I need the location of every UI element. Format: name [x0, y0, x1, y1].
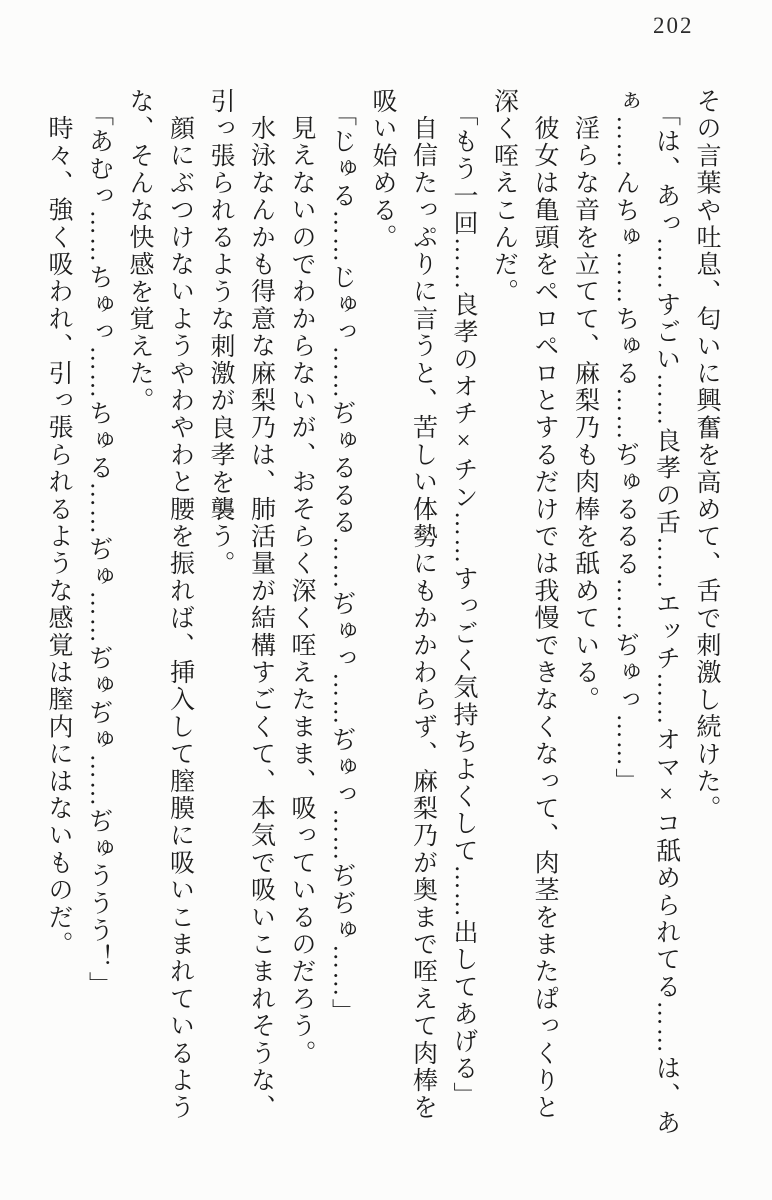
text-column: 顔にぶつけないようやわやわと腰を振れば、挿入して膣膜に吸いこまれているよう	[166, 115, 194, 1122]
text-column: 引っ張られるような刺激が良孝を襲う。	[207, 88, 234, 578]
text-column: な、そんな快感を覚えた。	[126, 88, 153, 415]
text-column: 見えないのでわからないが、おそらく深く咥えたまま、吸っているのだろう。	[288, 115, 315, 1067]
text-column: 「あむっ……ちゅっ……ちゅる……ぢゅ……ぢゅぢゅ……ぢゅううう！」	[85, 101, 113, 999]
text-column: ぁ……んちゅ……ちゅる……ぢゅるるる……ぢゅっ……」	[612, 88, 639, 796]
text-column: 「もう一回……良孝のオチ×チン……すっごく気持ちよくして……出してあげる」	[450, 101, 477, 1110]
page-number: 202	[653, 13, 694, 38]
text-column: 水泳なんかも得意な麻梨乃は、肺活量が結構すごくて、本気で吸いこまれそうな、	[247, 115, 275, 1122]
text-column: 淫らな音を立てて、麻梨乃も肉棒を舐めている。	[571, 115, 599, 714]
text-column: 吸い始める。	[369, 88, 396, 252]
text-column: 「は、あっ……すごい……良孝の舌……エッチ……オマ×コ舐められてる……は、あ	[652, 101, 680, 1137]
text-column: その言葉や吐息、匂いに興奮を高めて、舌で刺激し続けた。	[693, 88, 720, 823]
text-column: 時々、強く吸われ、引っ張られるような感覚は膣内にはないものだ。	[45, 115, 72, 959]
text-column: 深く咥えこんだ。	[490, 88, 518, 306]
text-column: 彼女は亀頭をペロペロとするだけでは我慢できなくなって、肉茎をまたぱっくりと	[531, 115, 558, 1122]
text-column: 自信たっぷりに言うと、苦しい体勢にもかかわらず、麻梨乃が奥まで咥えて肉棒を	[409, 115, 437, 1122]
text-block	[38, 88, 727, 1140]
text-column: 「じゅる……じゅっ……ぢゅるるる……ぢゅっ……ぢゅっ……ぢぢゅ……」	[328, 101, 356, 1026]
